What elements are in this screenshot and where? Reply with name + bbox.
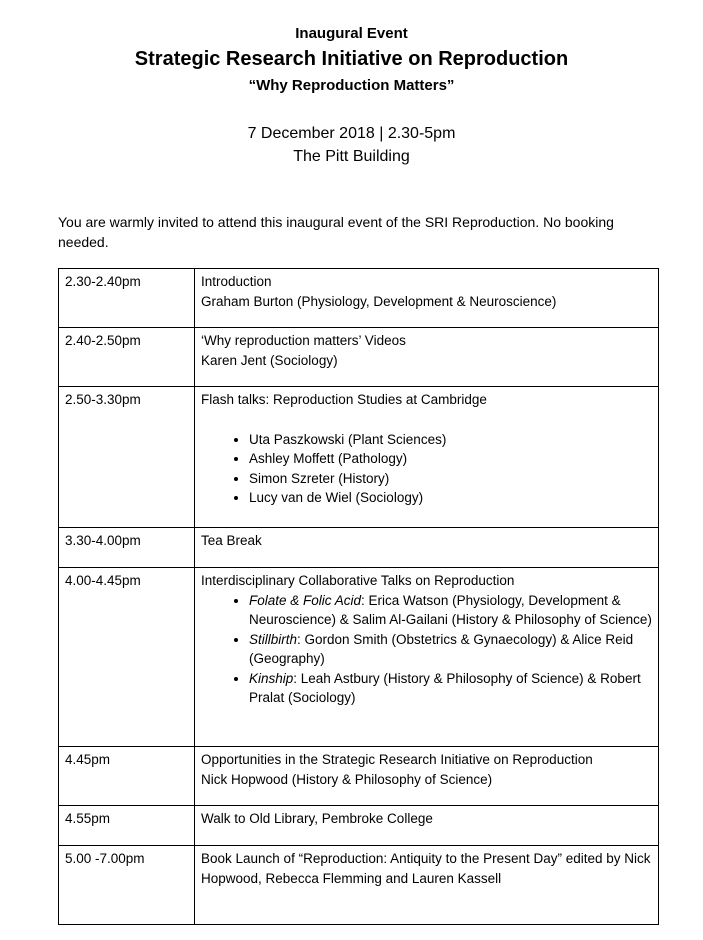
- list-item: • Uta Paszkowski (Plant Sciences): [249, 430, 652, 450]
- talk-topic: Stillbirth: [249, 631, 298, 647]
- table-row: [59, 328, 659, 387]
- talk-topic: Kinship: [249, 670, 294, 686]
- session-title: Book Launch of “Reproduction: Antiquity to the Present Day” edited by Nick Hopwood, Rebecca Flemming and Lauren Kassell: [201, 851, 651, 886]
- list-item: [249, 591, 652, 630]
- event-label: Inaugural Event: [295, 25, 408, 42]
- list-item: • Ashley Moffett (Pathology): [249, 449, 652, 469]
- session-title: Flash talks: Reproduction Studies at Cambridge: [201, 392, 487, 407]
- session-cell: [195, 806, 659, 846]
- talk-speakers: : Leah Astbury (History & Philosophy of Science) & Robert Pralat (Sociology): [249, 670, 641, 705]
- session-cell: [195, 328, 659, 387]
- time-cell: 2.30-2.40pm: [59, 269, 195, 328]
- table-row: [59, 846, 659, 925]
- session-title: ‘Why reproduction matters’ Videos: [201, 333, 406, 348]
- session-speaker: Graham Burton (Physiology, Development & Neuroscience): [201, 293, 557, 309]
- table-row: [59, 806, 659, 846]
- session-title: Introduction: [201, 274, 272, 289]
- time-cell: 2.40-2.50pm: [59, 328, 195, 387]
- time-cell: 5.00 -7.00pm: [59, 846, 195, 925]
- session-cell: [195, 568, 659, 747]
- event-date-time: 7 December 2018 | 2.30-5pm: [247, 125, 456, 142]
- talk-topic: Folate & Folic Acid: [249, 592, 362, 608]
- table-row: [59, 747, 659, 806]
- time-cell: 2.50-3.30pm: [59, 387, 195, 528]
- session-title: Opportunities in the Strategic Research Initiative on Reproduction: [201, 752, 593, 767]
- time-cell: 3.30-4.00pm: [59, 528, 195, 568]
- session-cell: [195, 747, 659, 806]
- event-venue: The Pitt Building: [293, 148, 410, 165]
- session-speaker: Nick Hopwood (History & Philosophy of Science): [201, 771, 493, 787]
- time-cell: 4.55pm: [59, 806, 195, 846]
- table-row: [59, 528, 659, 568]
- table-row: [59, 269, 659, 328]
- talk-list: [201, 591, 652, 708]
- table-row: [59, 387, 659, 528]
- schedule-table: [58, 268, 659, 925]
- document-subtitle: “Why Reproduction Matters”: [248, 77, 455, 94]
- document-title: Strategic Research Initiative on Reproduction: [134, 48, 569, 70]
- session-cell: [195, 387, 659, 528]
- list-item: [249, 630, 652, 669]
- session-title: Interdisciplinary Collaborative Talks on Reproduction: [201, 573, 515, 588]
- time-cell: 4.45pm: [59, 747, 195, 806]
- list-item: [249, 669, 652, 708]
- table-row: [59, 568, 659, 747]
- talk-speakers: : Erica Watson (Physiology, Development & Neuroscience) & Salim Al-Gailani (History & Philosophy of Science): [249, 592, 652, 627]
- session-title: Walk to Old Library, Pembroke College: [201, 811, 433, 826]
- invitation-text: You are warmly invited to attend this inaugural event of the SRI Reproduction. No booking needed.: [58, 214, 614, 250]
- speaker-list: [201, 430, 652, 508]
- list-item: • Simon Szreter (History): [249, 469, 652, 489]
- talk-speakers: : Gordon Smith (Obstetrics & Gynaecology) & Alice Reid (Geography): [249, 631, 634, 666]
- session-cell: [195, 269, 659, 328]
- list-item: • Lucy van de Wiel (Sociology): [249, 488, 652, 508]
- session-cell: [195, 846, 659, 925]
- session-cell: [195, 528, 659, 568]
- session-speaker: Karen Jent (Sociology): [201, 352, 338, 368]
- session-title: Tea Break: [201, 533, 262, 548]
- time-cell: 4.00-4.45pm: [59, 568, 195, 747]
